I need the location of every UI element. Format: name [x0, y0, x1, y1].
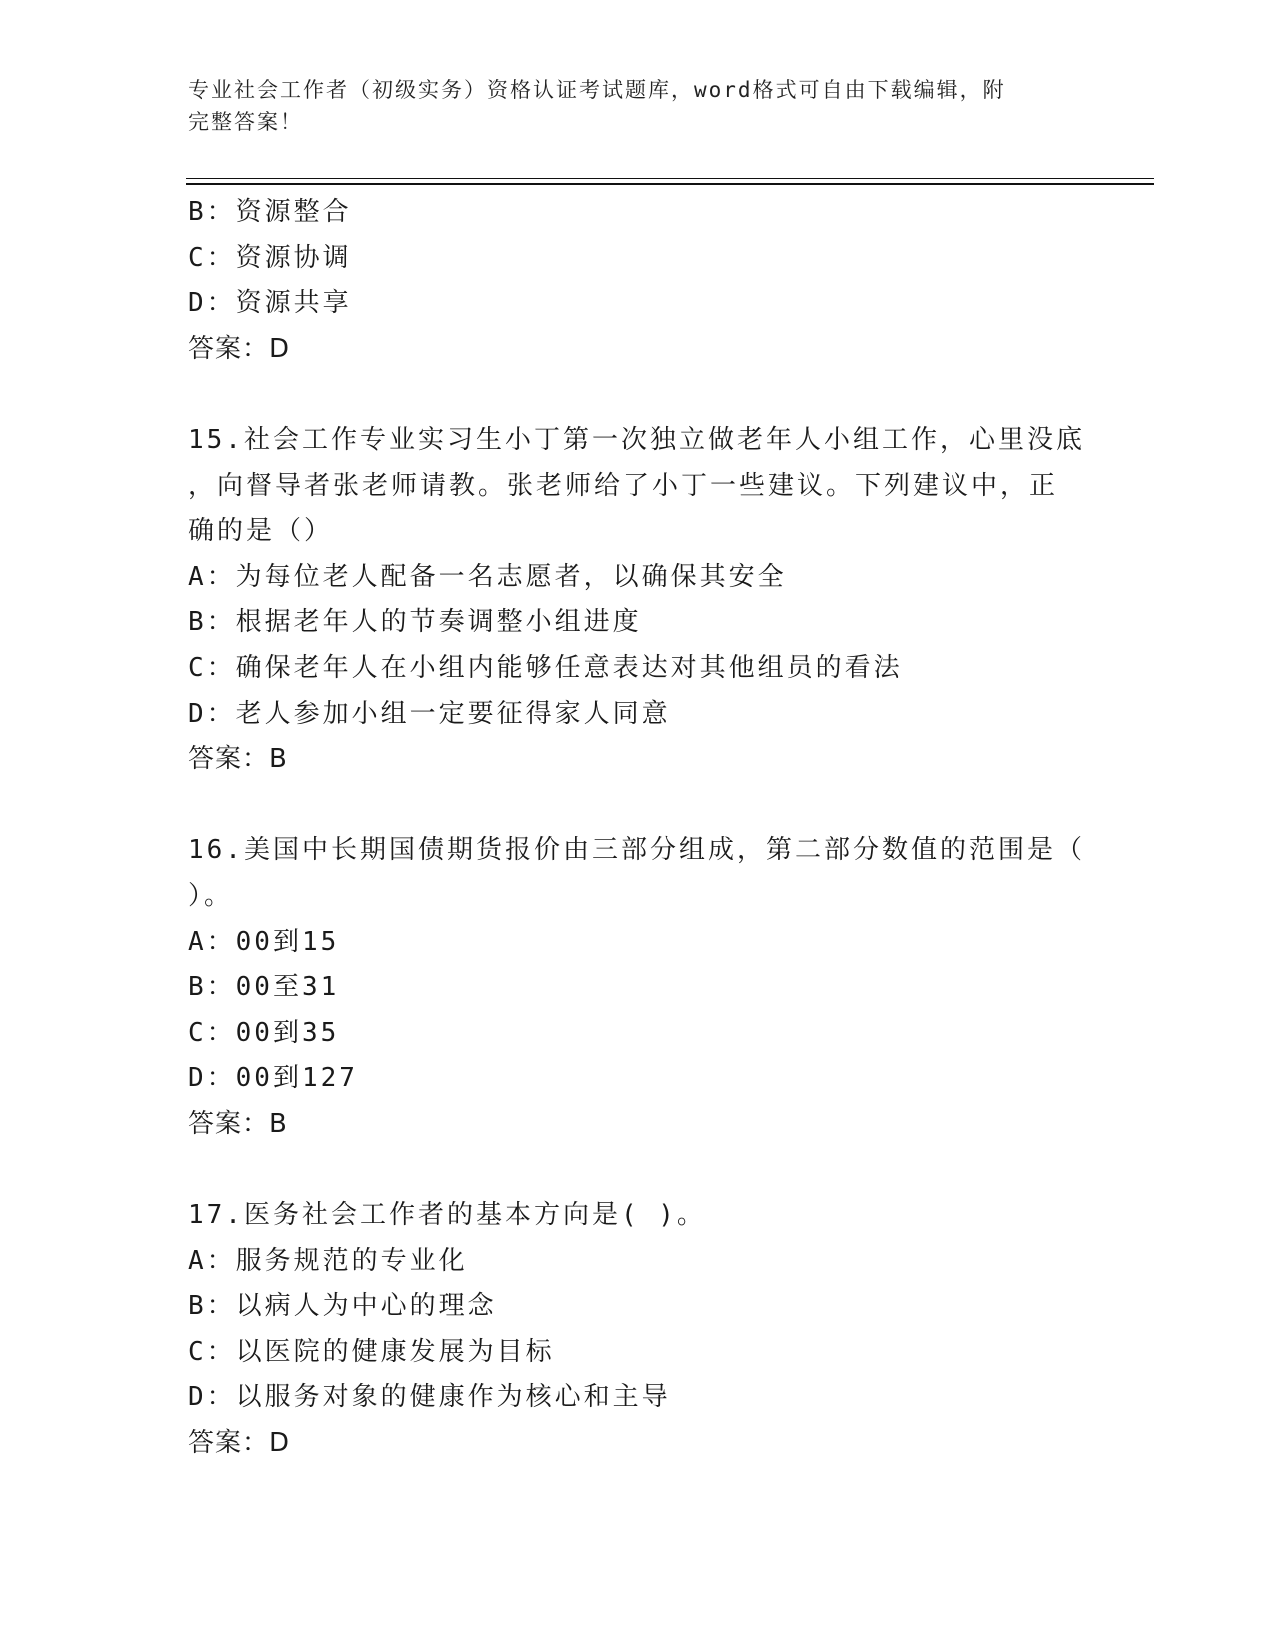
question-15 — [188, 418, 1088, 783]
question-stem-line: ）。 — [188, 880, 234, 911]
header-rule-thin — [186, 178, 1154, 179]
question-stem-line: 16.美国中长期国债期货报价由三部分组成，第二部分数值的范围是（ — [188, 835, 1085, 866]
spacer — [188, 1147, 1088, 1193]
question-stem-line: 15.社会工作专业实习生小丁第一次独立做老年人小组工作，心里没底 — [188, 424, 1085, 455]
question-stem-line: 确的是（） — [188, 516, 334, 547]
option-a: A：服务规范的专业化 — [188, 1245, 468, 1276]
option-c: C：00到35 — [188, 1017, 340, 1048]
option-d: D：00到127 — [188, 1063, 358, 1094]
question-stem-line: ，向督导者张老师请教。张老师给了小丁一些建议。下列建议中，正 — [188, 470, 1059, 501]
answer-line: 答案：B — [188, 1108, 288, 1139]
header-rule-thick — [186, 183, 1154, 185]
answer-line: 答案：D — [188, 333, 291, 364]
option-c: C：确保老年人在小组内能够任意表达对其他组员的看法 — [188, 652, 903, 683]
answer-line: 答案：B — [188, 744, 288, 775]
option-d: D：老人参加小组一定要征得家人同意 — [188, 698, 671, 729]
option-c: C：以医院的健康发展为目标 — [188, 1336, 555, 1367]
header-line-2: 完整答案！ — [188, 110, 303, 134]
spacer — [188, 372, 1088, 418]
option-b: B：以病人为中心的理念 — [188, 1291, 497, 1322]
question-17 — [188, 1193, 1088, 1467]
option-b: B：资源整合 — [188, 197, 352, 227]
header-line-1: 专业社会工作者（初级实务）资格认证考试题库，word格式可自由下载编辑，附 — [188, 78, 1006, 102]
spacer — [188, 783, 1088, 829]
question-stem-line: 17.医务社会工作者的基本方向是( )。 — [188, 1200, 706, 1231]
answer-line: 答案：D — [188, 1428, 291, 1459]
option-b: B：根据老年人的节奏调整小组进度 — [188, 607, 642, 638]
page-header — [188, 74, 1088, 138]
question-content — [188, 190, 1088, 1467]
prev-question — [188, 190, 1088, 372]
question-16 — [188, 828, 1088, 1147]
option-a: A：为每位老人配备一名志愿者，以确保其安全 — [188, 561, 787, 592]
option-c: C：资源协调 — [188, 242, 352, 273]
option-a: A：00到15 — [188, 926, 340, 957]
option-b: B：00至31 — [188, 972, 340, 1003]
option-d: D：以服务对象的健康作为核心和主导 — [188, 1382, 671, 1413]
option-d: D：资源共享 — [188, 288, 352, 319]
